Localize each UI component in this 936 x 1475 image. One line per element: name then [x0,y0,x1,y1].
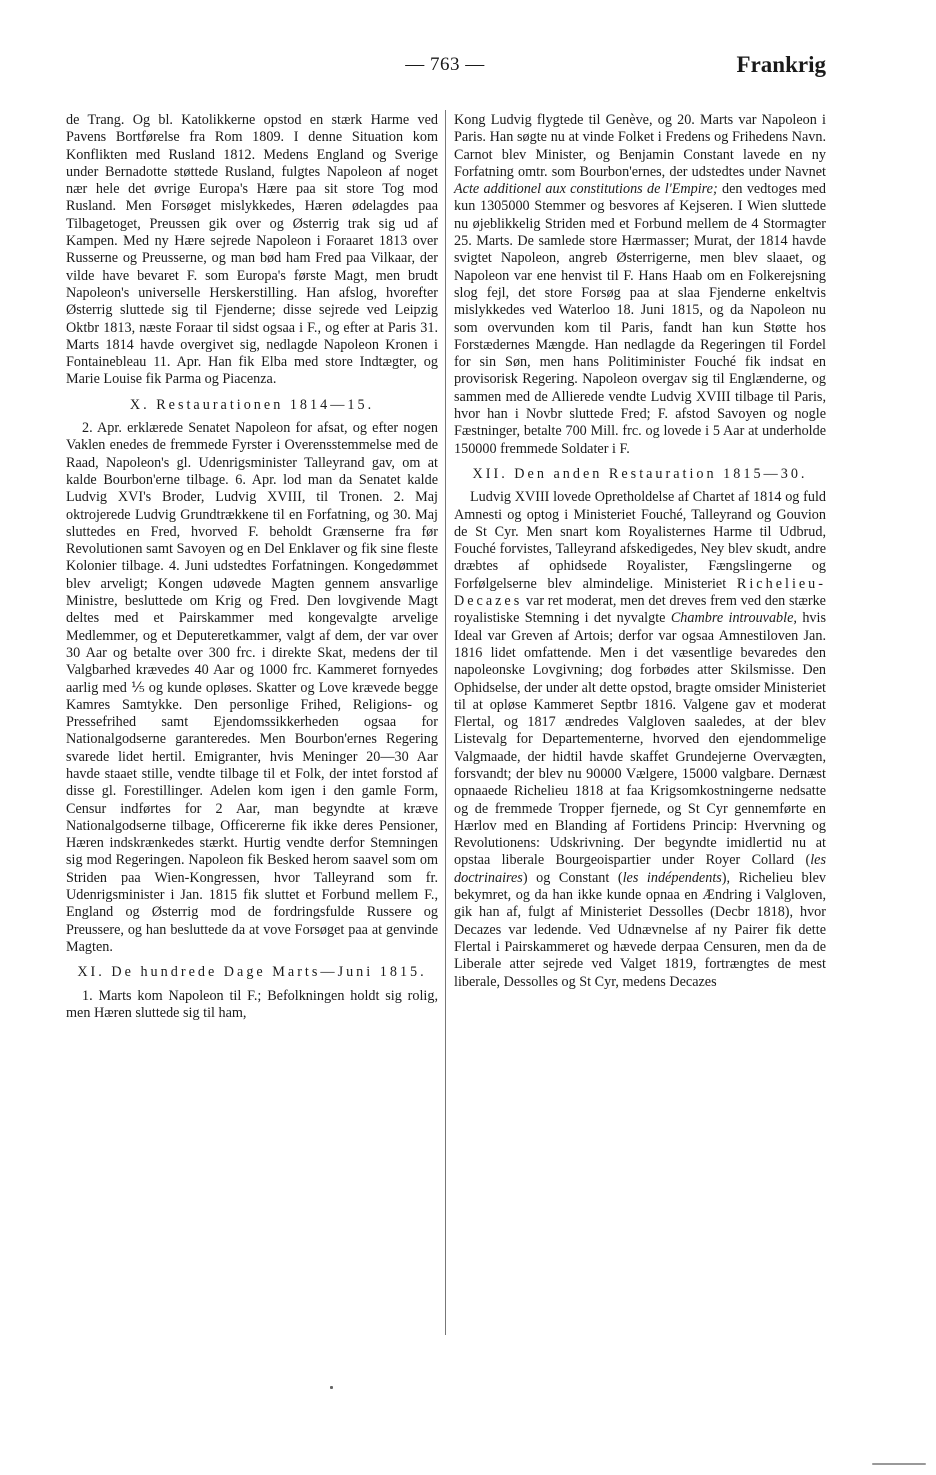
italic-term: Chambre introuvable, [670,610,797,627]
text-run: den vedtoges med kun 1305000 Stemmer og besvores af Kejseren. I Wien sluttede nu øjeblikkelig Striden med et Forbund mellem de 4 Stormagter 25. Marts. De samlede store Hærmasser; Murat, der 1814 havde svigtet Napoleon, angreb Østerrigerne, men blev slaaet, og Napoleon var ene henvist til F. Hans Haab om en Folkerejsning slog fejl, det store Forsøg paa at slaa Fjenderne enkeltvis mislykkedes ved Waterloo 18. Juni 1815, og da Napoleon nu som overvunden kom til Paris, fandt han kun Støtte hos Forstædernes Mængde. Han nedlagde da Regeringen til Fordel for sin Søn, men hans Politiminister Fouché fik indsat en provisorisk Regering. Napoleon overgav sig til Englænderne, og sammen med de Allierede vendte Ludvig XVIII tilbage til Paris, hvor han i Novbr sluttede Fred; F. afstod Savoyen og nogle Fæstninger, betalte 700 Mill. frc. og lovede i 5 Aar at underholde 150000 fremmede Soldater i F. [454,181,826,457]
scan-edge-noise [872,1463,926,1465]
italic-term: les indépendents [622,869,722,886]
running-head: Frankrig [736,52,826,77]
text-run: var ret moderat, men det dreves frem ved den stærke royalistiske Stemning i det nyvalgte [454,593,826,627]
italic-term: les doctrinaires [454,852,826,886]
spaced-name: Richelieu-Decazes [454,575,826,610]
paragraph [454,489,826,991]
paragraph: de Trang. Og bl. Katolikkerne opstod en stærk Harme ved Pavens Bortførelse fra Rom 1809. I denne Situation kom Konflikten med Rusland 1812. Medens England og Sverige under Bernadotte støttede Rusland, fulgtes Napoleon af noget nær hele det øvrige Europa's Hære paa sit store Tog mod Rusland. Men Forsøget mislykkedes, Hæren ødelagdes paa Tilbagetoget, Preussen gik over og Østerrig trak sig ud af Kampen. Med ny Hære sejrede Napoleon i Foraaret 1813 over Russerne og Preusserne, og man bød ham Fred paa Vilkaar, der vilde have bevaret F. som Europa's første Magt, men brudt Napoleon's universelle Herskerstilling. Han afslog, hvorefter Østerrig sluttede sig til Fjenderne; disse sejrede ved Leipzig Oktbr 1813, næste Foraar til sidst ogsaa i F., og efter at Paris 31. Marts 1814 havde overgivet sig, nedlagde Napoleon Kronen i Fontainebleau 11. Apr. Han fik Elba med store Indtægter, og Marie Louise fik Parma og Piacenza. [66,112,438,388]
left-column [66,112,438,1022]
paragraph: 1. Marts kom Napoleon til F.; Befolkningen holdt sig rolig, men Hæren sluttede sig til ham, [66,987,438,1021]
column-divider [445,110,446,1335]
italic-title: Acte additionel aux constitutions de l'Empire; [454,181,718,198]
text-run: hvis Ideal var Greven af Artois; derfor var ogsaa Amnestiloven Jan. 1816 lidet omfattende. Men i det væsentlige bevaredes den napoleonske Lovgivning; dog forbødes atter Skilsmisse. Den Ophidselse, der under alt dette opstod, bragte omsider Ministeriet til at opløse Kammeret Septbr 1816. Valgene gav et moderat Flertal, og 1817 ændredes Valgloven saaledes, at der blev Listevalg for Departementerne, hvorved den ejendommelige Valgmaade, der hidtil havde skaffet Grundejerne Overvægten, forsvandt; der blev nu 90000 Vælgere, 15000 valgbare. Dernæst opnaaede Richelieu 1818 at faa Krigsomkostningerne nedsatte og de fremmede Tropper fjernede, og St Cyr gennemførte en Hærlov med en Blanding af Fortidens Princip: Hvervning og Revolutionens: Udskrivning. Der begyndte imidlertid nu at opstaa liberale Bourgeoispartier under Royer Collard ( [454,610,826,869]
scan-speck [330,1386,333,1389]
section-heading: XI. De hundrede Dage Marts—Juni 1815. [77,964,427,981]
page-header [64,54,826,88]
text-run: Kong Ludvig flygtede til Genève, og 20. Marts var Napoleon i Paris. Han søgte nu at vinde Folket i Fredens og Frihedens Navn. Carnot blev Minister, og Benjamin Constant lavede en ny Forfatning omtr. som Bourbon'ernes, der udstedtes under Navnet [454,112,826,180]
text-run: ), Richelieu blev bekymret, og da han ikke kunde opnaa en Ændring i Valgloven, gik han af, fulgt af Ministeriet Dessolles (Decbr 1818), hvor Decazes var ledende. Ved Udnævnelse af ny Pairer fik dette Flertal i Pairskammeret og hævede derpaa Censuren, men da de Liberale atter sejrede ved Valget 1819, fortrængtes de mest liberale, Dessolles og St Cyr, medens Decazes [454,869,826,990]
text-run: Ludvig XVIII lovede Opretholdelse af Chartet af 1814 og fuld Amnesti og optog i Ministeriet Fouché, Talleyrand og Gouvion de St Cyr. Men snart kom Royalisternes Harme til Udbrud, Fouché forvistes, Talleyrand afskedigedes, Ney blev skudt, andre dræbtes af ophidsede Royalister, Fængslingerne og Forfølgelserne blev almindelige. Ministeriet [454,489,826,592]
paragraph [454,112,826,458]
page-number: — 763 — [405,54,485,75]
text-run: ) og Constant ( [522,869,623,886]
paragraph: 2. Apr. erklærede Senatet Napoleon for afsat, og efter nogen Vaklen enedes de fremmede Fyrster i Overensstemmelse med de Raad, Napoleon's gl. Udenrigsminister Talleyrand gav, om at kalde Bourbon'erne tilbage. 6. Apr. lod man da Senatet kalde Ludvig XVI's Broder, Ludvig XVIII, til Tronen. 2. Maj oktrojerede Ludvig Grundtrækkene til en Forfatning, og 30. Maj sluttedes en Fred, hvorved F. beholdt Grænserne fra før Revolutionen samt Savoyen og en Del Enklaver og fik sine fleste Kolonier tilbage. 4. Juni udstedtes Forfatningen. Kongedømmet blev arveligt; Kongen udøvede Magten gennem ansvarlige Ministre, besluttede om Krig og Fred. Den lovgivende Magt deltes med et Pairskammer med kongevalgte arvelige Medlemmer, og et Deputeretkammer, valgt af dem, der var over 30 Aar og betalte over 300 frc. i direkte Skat, medens der til Valgbarhed krævedes 40 Aar og 1000 frc. Kammeret fornyedes aarlig med ⅕ og kunde opløses. Skatter og Love krævede begge Kamres Samtykke. Den personlige Frihed, Religions- og Pressefrihed samt Ejendomssikkerheden ogsaa for Nationalgodserne garanteredes. Men Bourbon'ernes Regering svarede lidet hertil. Emigranter, hvis Meninger 20—30 Aar havde staaet stille, vendte tilbage til et Folk, der intet forstod af disse gl. Forestillinger. Adelen kom igen i den gamle Form, Censur indførtes for 2 Aar, man begyndte at kræve Nationalgodserne tilbage, Officererne fik ikke deres Pensioner, Hæren indskrænkedes stærkt. Hurtig vendte derfor Stemningen sig mod Regeringen. Napoleon fik Besked herom saavel som om Striden paa Wien-Kongressen, hvor Talleyrand som fr. Udenrigsminister i Jan. 1815 fik sluttet et Forbund mellem F., England og Østerrig mod de fordringsfulde Russere og Preussere, og han besluttede da at vove Forsøget paa at genvinde Magten. [66,420,438,955]
right-column [454,112,826,991]
section-heading: XII. Den anden Restauration 1815—30. [472,465,808,482]
section-heading: X. Restaurationen 1814—15. [129,396,375,413]
